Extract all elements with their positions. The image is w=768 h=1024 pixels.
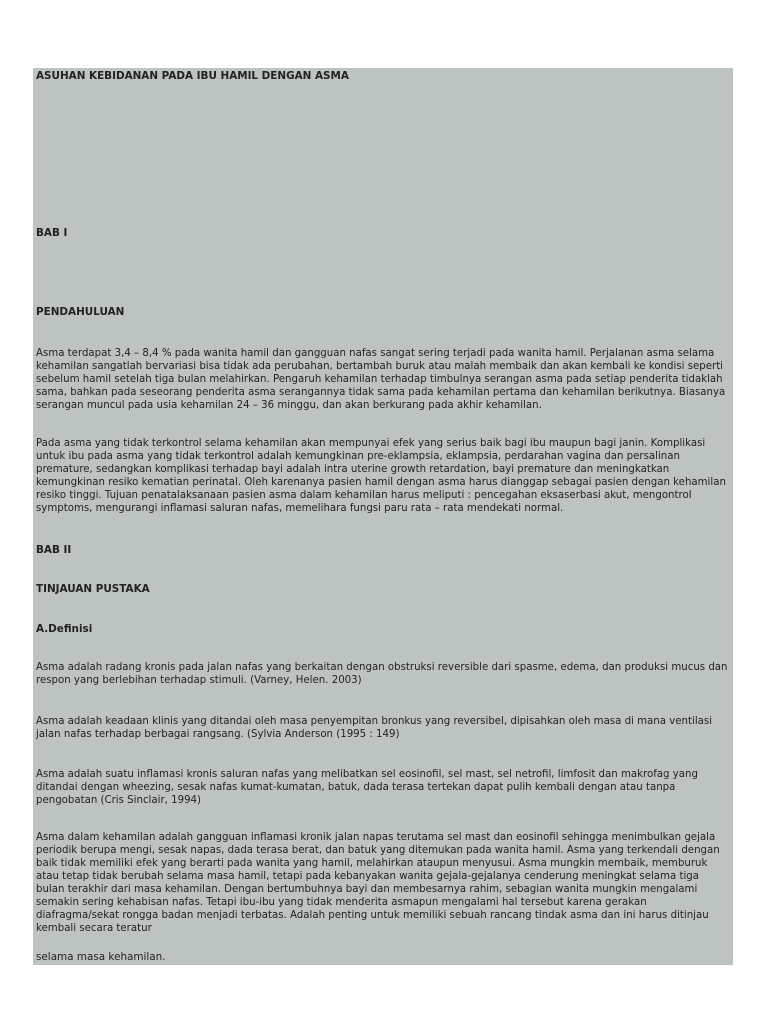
document-page [33, 68, 733, 965]
paragraph-definisi-4-continued: selama masa kehamilan. [36, 951, 166, 963]
subsection-heading-definisi: A.Definisi [36, 623, 93, 635]
paragraph-pendahuluan-1: Asma terdapat 3,4 – 8,4 % pada wanita hamil dan gangguan nafas sangat sering terjadi pada wanita hamil. Perjalanan asma selama kehamilan sangatlah bervariasi bisa tidak ada perubahan, bertambah buruk atau malah membaik dan akan kembali ke kondisi seperti sebelum hamil setelah tiga bulan melahirkan. Pengaruh kehamilan terhadap timbulnya serangan asma pada setiap penderita tidaklah sama, bahkan pada seseorang penderita asma serangannya tidak sama pada kehamilan pertama dan kehamilan berikutnya. Biasanya serangan muncul pada usia kehamilan 24 – 36 minggu, dan akan berkurang pada akhir kehamilan. [36, 348, 726, 411]
paragraph-definisi-4: Asma dalam kehamilan adalah gangguan inflamasi kronik jalan napas terutama sel mast dan eosinofil sehingga menimbulkan gejala periodik berupa mengi, sesak napas, dada terasa berat, dan batuk yang ditemukan pada wanita hamil. Asma yang terkendali dengan baik tidak memiliki efek yang berarti pada wanita yang hamil, melahirkan ataupun menyusui. Asma mungkin membaik, memburuk atau tetap tidak berubah selama masa hamil, tetapi pada kebanyakan wanita gejala-gejalanya cenderung meningkat selama tiga bulan terakhir dari masa kehamilan. Dengan bertumbuhnya bayi dan membesarnya rahim, sebagian wanita mungkin mengalami semakin sering kehabisan nafas. Tetapi ibu-ibu yang tidak menderita asmapun mengalami hal tersebut karena gerakan diafragma/sekat rongga badan menjadi terbatas. Adalah penting untuk memiliki sebuah rancang tindak asma dan ini harus ditinjau kembali secara teratur [36, 832, 720, 934]
chapter-heading-bab-1: BAB I [36, 227, 68, 239]
document-title: ASUHAN KEBIDANAN PADA IBU HAMIL DENGAN ASMA [36, 70, 349, 82]
section-heading-pendahuluan: PENDAHULUAN [36, 306, 125, 318]
paragraph-pendahuluan-2: Pada asma yang tidak terkontrol selama kehamilan akan mempunyai efek yang serius baik bagi ibu maupun bagi janin. Komplikasi untuk ibu pada asma yang tidak terkontrol adalah kemungkinan pre-eklampsia, eklampsia, perdarahan vagina dan persalinan premature, sedangkan komplikasi terhadap bayi adalah intra uterine growth retardation, bayi premature dan meningkatkan kemungkinan resiko kematian perinatal. Oleh karenanya pasien hamil dengan asma harus dianggap sebagai pasien dengan kehamilan resiko tinggi. Tujuan penatalaksanaan pasien asma dalam kehamilan harus meliputi : pencegahan eksaserbasi akut, mengontrol symptoms, mengurangi inflamasi saluran nafas, memelihara fungsi paru rata – rata mendekati normal. [36, 438, 726, 514]
chapter-heading-bab-2: BAB II [36, 544, 72, 556]
paragraph-definisi-3: Asma adalah suatu inflamasi kronis saluran nafas yang melibatkan sel eosinofil, sel mast, sel netrofil, limfosit dan makrofag yang ditandai dengan wheezing, sesak nafas kumat-kumatan, batuk, dada terasa tertekan dapat pulih kembali dengan atau tanpa pengobatan (Cris Sinclair, 1994) [36, 769, 698, 806]
paragraph-definisi-1: Asma adalah radang kronis pada jalan nafas yang berkaitan dengan obstruksi reversible dari spasme, edema, dan produksi mucus dan respon yang berlebihan terhadap stimuli. (Varney, Helen. 2003) [36, 662, 728, 686]
section-heading-tinjauan-pustaka: TINJAUAN PUSTAKA [36, 583, 150, 595]
paragraph-definisi-2: Asma adalah keadaan klinis yang ditandai oleh masa penyempitan bronkus yang reversibel, dipisahkan oleh masa di mana ventilasi jalan nafas terhadap berbagai rangsang. (Sylvia Anderson (1995 : 149) [36, 716, 713, 740]
